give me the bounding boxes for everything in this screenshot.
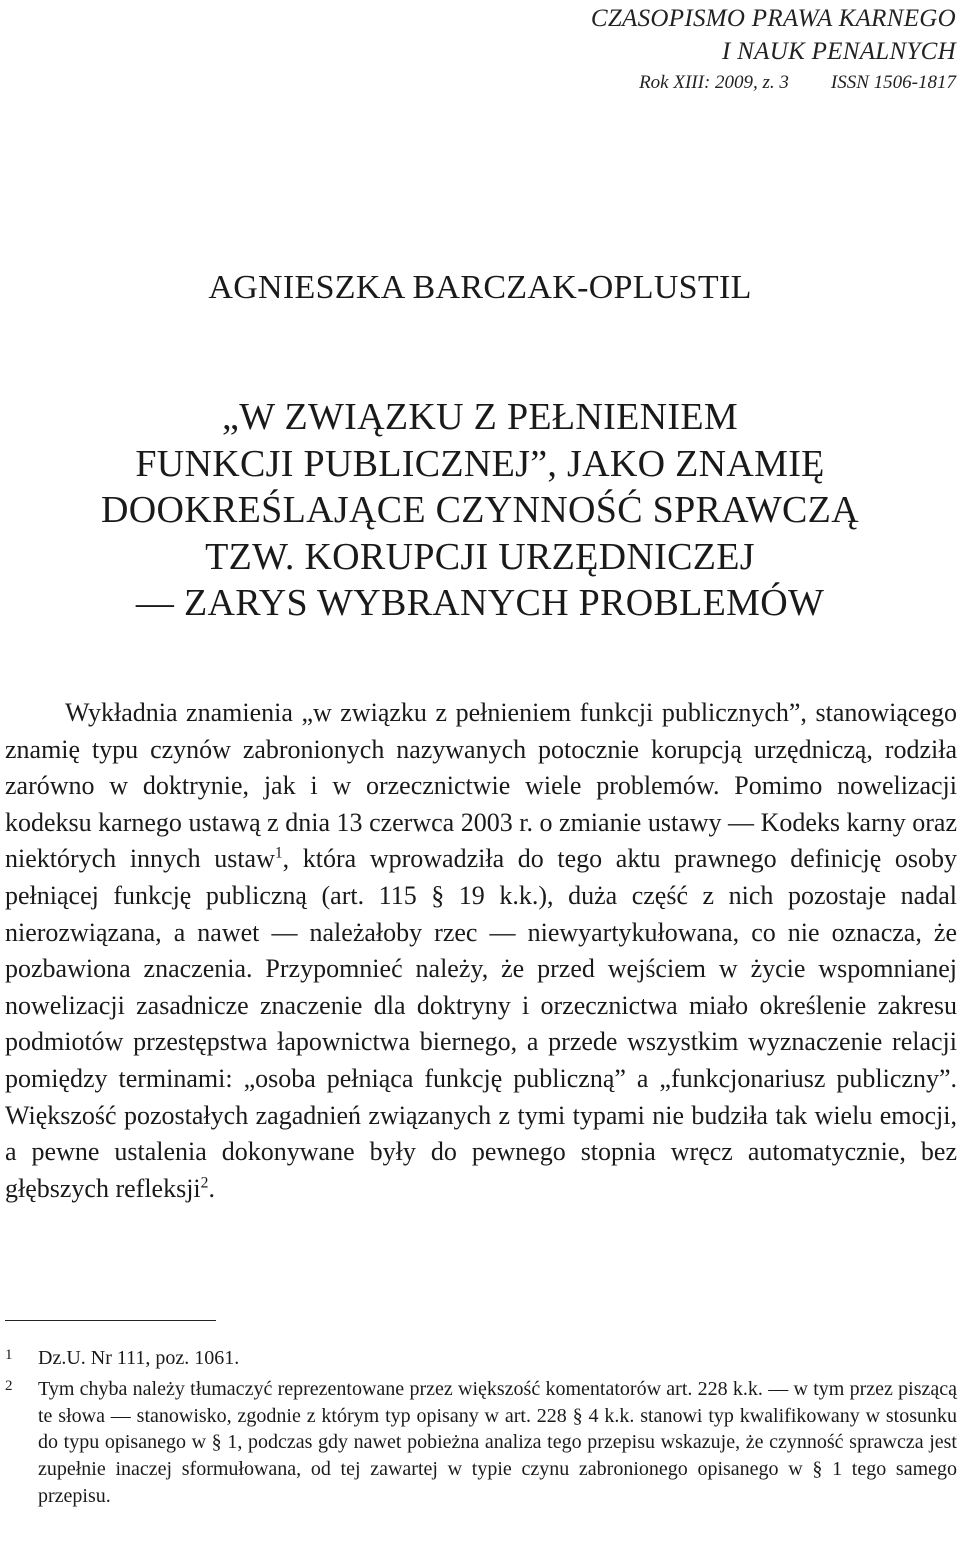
title-line-4: TZW. KORUPCJI URZĘDNICZEJ: [205, 535, 755, 578]
footnote-1: [5, 1345, 957, 1372]
article-title: [0, 394, 960, 627]
journal-issue-info: [536, 71, 956, 95]
footnote-number: 2: [5, 1377, 13, 1394]
journal-year-issue: Rok XIII: 2009, z. 3: [639, 72, 789, 93]
body-paragraph: [5, 695, 957, 1207]
title-line-5: — ZARYS WYBRANYCH PROBLEMÓW: [135, 582, 825, 624]
article-author: AGNIESZKA BARCZAK-OPLUSTIL: [208, 269, 752, 306]
footnote-text: Dz.U. Nr 111, poz. 1061.: [38, 1347, 240, 1369]
paragraph-text-end: .: [208, 1173, 215, 1203]
title-line-2: FUNKCJI PUBLICZNEJ”, JAKO ZNAMIĘ: [135, 442, 825, 485]
title-line-3: DOOKREŚLAJĄCE CZYNNOŚĆ SPRAWCZĄ: [101, 489, 859, 531]
journal-name-line-2: I NAUK PENALNYCH: [722, 38, 956, 65]
journal-header: [536, 2, 956, 95]
journal-issn: ISSN 1506-1817: [830, 72, 956, 93]
paragraph-text-part-1: Wykładnia znamienia „w związku z pełnieniem funkcji publicznych”, stanowiącego znamię typu czynów zabronionych nazywanych potocznie korupcją urzędniczą, rodziła zarówno w doktrynie, jak i w orzecznictwie wiele problemów. Pomimo nowelizacji kodeksu karnego ustawą z dnia 13 czerwca 2003 r. o zmianie ustawy — Kodeks karny oraz niektórych innych ustaw: [5, 698, 957, 874]
article-body: [5, 695, 957, 1207]
paragraph-text-part-2: , która wprowadziła do tego aktu prawnego definicję osoby pełniącej funkcję publiczną (art. 115 § 19 k.k.), duża część z nich pozostaje nadal nierozwiązana, a nawet — należałoby rzec — niewyartykułowana, co nie oznacza, że pozbawiona znaczenia. Przypomnieć należy, że przed wejściem w życie wspomnianej nowelizacji zasadnicze znaczenie dla doktryny i orzecznictwa miało określenie zakresu podmiotów przestępstwa łapownictwa biernego, a przede wszystkim wyznaczenie relacji pomiędzy terminami: „osoba pełniąca funkcję publiczną” a „funkcjonariusz publiczny”. Większość pozostałych zagadnień związanych z tymi typami nie budziła tak wielu emocji, a pewne ustalenia dokonywane były do pewnego stopnia wręcz automatycznie, bez głębszych refleksji: [5, 844, 958, 1203]
footnotes: [5, 1345, 957, 1510]
footnote-number: 1: [5, 1347, 13, 1363]
footnote-ref-2[interactable]: 2: [200, 1174, 209, 1192]
footnote-2: [5, 1376, 957, 1510]
footnote-divider: [5, 1320, 216, 1321]
title-line-1: „W ZWIĄZKU Z PEŁNIENIEM: [222, 396, 738, 438]
journal-name-line-1: CZASOPISMO PRAWA KARNEGO: [590, 5, 956, 32]
footnote-ref-1[interactable]: 1: [274, 844, 283, 862]
footnote-text: Tym chyba należy tłumaczyć reprezentowane przez większość komentatorów art. 228 k.k. — w tym przez piszącą te słowa — stanowisko, zgodnie z którym typ opisany w art. 228 § 4 k.k. stanowi typ kwalifikowany w stosunku do typu opisanego w § 1, podczas gdy nawet pobieżna analiza tego przepisu wskazuje, że czynność sprawcza jest zupełnie inaczej sformułowana, od tej zawartej w typie czynu zabronionego opisanego w § 1 tego samego przepisu.: [38, 1377, 957, 1507]
